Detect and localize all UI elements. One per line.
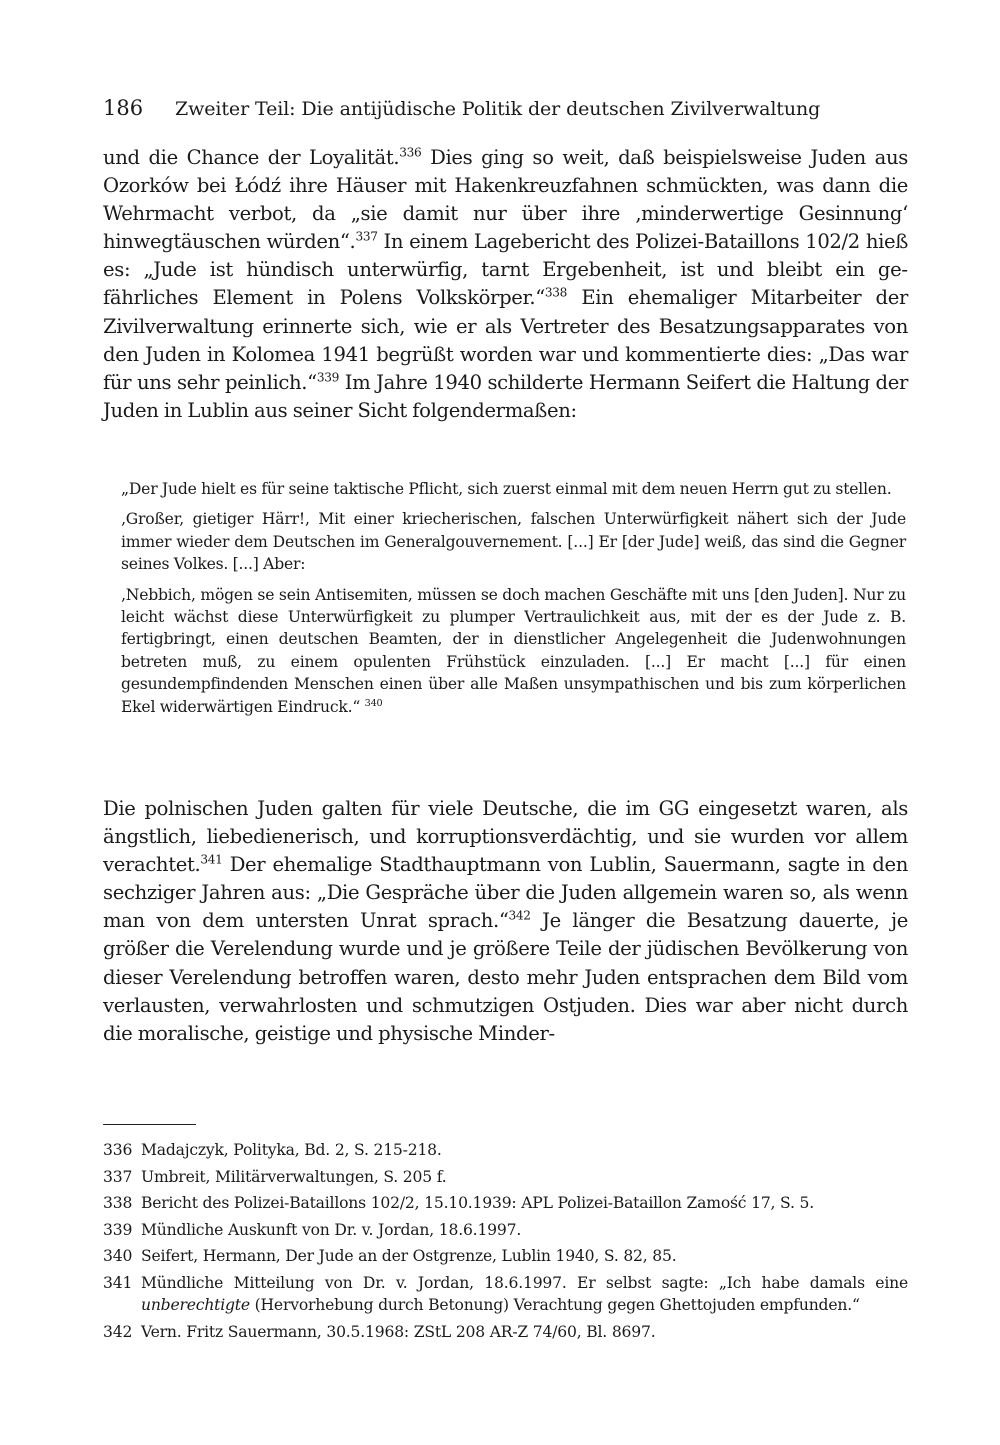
footnotes	[103, 1139, 908, 1347]
footnote-text	[141, 1272, 908, 1317]
body-paragraph-1	[103, 144, 908, 425]
footnote-text: Seifert, Hermann, Der Jude an der Ostgrenze, Lublin 1940, S. 82, 85.	[141, 1247, 677, 1265]
footnote-337	[103, 1166, 908, 1189]
footnote-text: Bericht des Polizei-Bataillons 102/2, 15.10.1939: APL Polizei-Bataillon Zamość 17, S. 5.	[141, 1194, 814, 1212]
footnote-separator	[103, 1124, 196, 1125]
quote-paragraph-2: ‚Großer, gietiger Härr!, Mit einer kriecherischen, falschen Unterwürfigkeit nähert sich der Jude immer wieder dem Deutschen im Generalgouvernement. [...] Er [der Jude] weiß, das sind die Gegner seines Volkes. [...] Aber:	[121, 510, 906, 574]
text-segment: In einem Lagebericht des Polizei-Bataillons 102/2 hieß es: „Jude ist hündisch unterwürfig, tarnt Ergebenheit, ist und bleibt ein gefährliches Element in Polens Volkskörper.“	[103, 230, 909, 310]
footnote-text: Umbreit, Militärverwaltungen, S. 205 f.	[141, 1167, 447, 1186]
footnote-336	[103, 1139, 908, 1162]
quote-paragraph-1: „Der Jude hielt es für seine taktische Pflicht, sich zuerst einmal mit dem neuen Herrn gut zu stellen.	[121, 480, 892, 498]
footnote-342	[103, 1321, 908, 1344]
footnote-number: 337	[103, 1167, 133, 1186]
footnote-340	[103, 1245, 908, 1268]
footnote-text: Madajczyk, Polityka, Bd. 2, S. 215-218.	[141, 1141, 442, 1159]
footnote-number: 340	[103, 1247, 133, 1265]
footnote-ref-341[interactable]: 341	[200, 852, 223, 867]
footnote-ref-342[interactable]: 342	[508, 908, 531, 923]
running-head	[103, 94, 908, 123]
body-paragraph-2	[103, 795, 908, 1048]
footnote-number: 336	[103, 1141, 133, 1159]
text-segment: Dies ging so weit, daß beispielsweise Juden aus Ozorków bei Łódź ihre Häuser mit Hakenkreuzfahnen schmückten, was dann die Wehrmacht verbot, da „sie damit nur über ihre ‚minderwertige Gesinnung‘ hinwegtäuschen würden“.	[103, 146, 908, 254]
footnote-text: Mündliche Auskunft von Dr. v. Jordan, 18.6.1997.	[141, 1220, 522, 1239]
text-segment: Je länger die Besatzung dauerte, je größer die Verelendung wurde und je größere Teile der jüdischen Bevölkerung von dieser Verelendung betroffen waren, desto mehr Juden entsprachen dem Bild vom verlausten, verwahrlosten und schmutzigen Ostjuden. Dies war aber nicht durch die moralische, geistige und physische Minder-	[103, 909, 908, 1045]
block-quote	[121, 478, 906, 726]
footnote-number: 338	[103, 1194, 133, 1212]
text-segment: Die polnischen Juden galten für viele Deutsche, die im GG eingesetzt waren, als ängstlich, liebedienerisch, und korruptionsverdächtig, und sie wurden vor allem verachtet.	[103, 797, 908, 877]
chapter-title: Zweiter Teil: Die antijüdische Politik der deutschen Zivilverwaltung	[175, 98, 821, 120]
footnote-ref-336[interactable]: 336	[399, 145, 422, 160]
text-segment: Der ehemalige Stadthauptmann von Lublin, Sauermann, sagte in den sechziger Jahren aus: „Die Gespräche über die Juden allgemein waren so, als wenn man von dem untersten Unrat sprach.“	[103, 853, 908, 933]
text-segment: ‚Nebbich, mögen se sein Antisemiten, müssen se doch machen Geschäfte mit uns [den Juden]. Nur zu leicht wächst diese Unterwürfigkeit zu plumper Vertraulichkeit aus, mit der es der Jude z. B. fertigbringt, einen deutschen Beamten, der in dienstlicher Angelegenheit die Judenwohnungen betreten muß, zu einem opulenten Frühstück einzuladen. [...] Er macht [...] für einen gesundempfindenden Menschen einen über alle Maßen unsympathischen und bis zum körperlichen Ekel widerwärtigen Eindruck.“	[121, 585, 906, 716]
text-segment: (Hervorhebung durch Betonung) Verachtung gegen Ghettojuden empfunden.“	[249, 1296, 860, 1314]
footnote-number: 342	[103, 1322, 133, 1341]
footnote-ref-339[interactable]: 339	[316, 370, 339, 385]
footnote-number: 339	[103, 1220, 133, 1239]
footnote-text: Vern. Fritz Sauermann, 30.5.1968: ZStL 208 AR-Z 74/60, Bl. 8697.	[141, 1322, 656, 1341]
quote-paragraph-3	[121, 584, 906, 718]
footnote-ref-338[interactable]: 338	[544, 285, 568, 300]
text-segment: Ein ehemaliger Mitarbeiter der Zivilverwaltung erinnerte sich, wie er als Vertreter des Besatzungsapparates von den Juden in Kolomea 1941 begrüßt worden war und kommentierte dies: „Das war für uns sehr peinlich.“	[103, 286, 908, 394]
text-segment: Mündliche Mitteilung von Dr. v. Jordan, 18.6.1997. Er selbst sagte: „Ich habe damals eine	[141, 1273, 908, 1292]
footnote-338	[103, 1192, 908, 1215]
emphasized-word: unberechtigte	[141, 1296, 250, 1314]
footnote-ref-340[interactable]: 340	[364, 697, 383, 709]
footnote-341	[103, 1272, 908, 1317]
footnote-number: 341	[103, 1273, 133, 1292]
text-segment: Im Jahre 1940 schilderte Hermann Seifert die Haltung der Juden in Lublin aus seiner Sicht folgendermaßen:	[103, 370, 908, 422]
page-number: 186	[103, 96, 144, 120]
footnote-ref-337[interactable]: 337	[355, 229, 378, 244]
text-segment: und die Chance der Loyalität.	[103, 146, 400, 169]
footnote-339	[103, 1219, 908, 1242]
